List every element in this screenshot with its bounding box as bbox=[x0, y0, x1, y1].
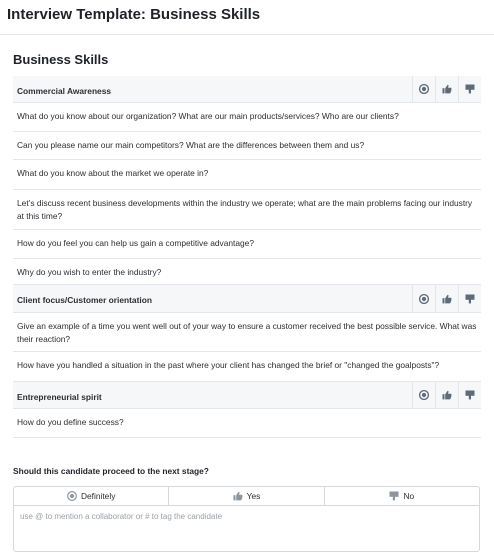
category-row bbox=[13, 382, 481, 409]
decision-choices bbox=[14, 487, 479, 506]
question-row bbox=[13, 352, 481, 382]
rate-down-button[interactable] bbox=[458, 382, 481, 408]
thumbs-up-icon bbox=[442, 390, 452, 400]
question-list bbox=[13, 76, 481, 438]
yes-button[interactable] bbox=[168, 487, 323, 505]
page-title: Interview Template: Business Skills bbox=[7, 6, 261, 23]
question-text: Why do you wish to enter the industry? bbox=[17, 267, 162, 277]
thumbs-up-icon bbox=[442, 294, 452, 304]
question-row bbox=[13, 103, 481, 132]
question-text: Let’s discuss recent business developments within the industry we operate; what are the main problems facing our industry at this time? bbox=[17, 198, 473, 221]
question-text: Can you please name our main competitors? What are the differences between them and us? bbox=[17, 140, 365, 150]
question-text: How do you define success? bbox=[17, 417, 124, 427]
question-row bbox=[13, 259, 481, 285]
yes-label: Yes bbox=[246, 491, 261, 501]
question-row bbox=[13, 190, 481, 230]
question-row bbox=[13, 160, 481, 190]
question-text: How do you feel you can help us gain a competitive advantage? bbox=[17, 238, 254, 248]
rating-buttons bbox=[412, 76, 481, 102]
rate-star-button[interactable] bbox=[412, 382, 435, 408]
category-row bbox=[13, 285, 481, 313]
rate-down-button[interactable] bbox=[458, 76, 481, 102]
definitely-label: Definitely bbox=[80, 491, 116, 501]
category-title: Client focus/Customer orientation bbox=[17, 295, 152, 305]
question-text: How have you handled a situation in the past where your client has changed the brief or "changed the goalposts"? bbox=[17, 360, 440, 370]
rate-down-button[interactable] bbox=[458, 285, 481, 312]
star-circle-icon bbox=[419, 294, 429, 304]
thumbs-down-icon bbox=[465, 84, 475, 94]
star-circle-icon bbox=[419, 84, 429, 94]
definitely-button[interactable] bbox=[14, 487, 168, 505]
no-label: No bbox=[403, 491, 415, 501]
star-circle-icon bbox=[67, 491, 77, 501]
rating-buttons bbox=[412, 285, 481, 312]
rate-star-button[interactable] bbox=[412, 285, 435, 312]
comment-input[interactable] bbox=[14, 506, 479, 551]
question-text: Give an example of a time you went well out of your way to ensure a customer received the best possible service. What was their reaction? bbox=[17, 321, 477, 344]
question-row bbox=[13, 230, 481, 259]
rate-star-button[interactable] bbox=[412, 76, 435, 102]
question-text: What do you know about the market we operate in? bbox=[17, 168, 209, 178]
thumbs-down-icon bbox=[465, 294, 475, 304]
rate-up-button[interactable] bbox=[435, 382, 458, 408]
category-title: Commercial Awareness bbox=[17, 86, 112, 96]
no-button[interactable] bbox=[324, 487, 479, 505]
star-circle-icon bbox=[419, 390, 429, 400]
category-row bbox=[13, 76, 481, 103]
rate-up-button[interactable] bbox=[435, 285, 458, 312]
question-text: What do you know about our organization? What are our main products/services? Who are our clients? bbox=[17, 111, 399, 121]
thumbs-down-icon bbox=[389, 491, 399, 501]
thumbs-up-icon bbox=[442, 84, 452, 94]
question-row bbox=[13, 313, 481, 352]
page-header bbox=[0, 0, 494, 35]
category-title: Entrepreneurial spirit bbox=[17, 392, 102, 402]
thumbs-up-icon bbox=[233, 491, 243, 501]
section-title: Business Skills bbox=[13, 52, 109, 67]
question-row bbox=[13, 409, 481, 438]
proceed-question: Should this candidate proceed to the next stage? bbox=[13, 466, 209, 476]
thumbs-down-icon bbox=[465, 390, 475, 400]
decision-panel bbox=[13, 486, 480, 552]
question-row bbox=[13, 132, 481, 160]
rating-buttons bbox=[412, 382, 481, 408]
rate-up-button[interactable] bbox=[435, 76, 458, 102]
